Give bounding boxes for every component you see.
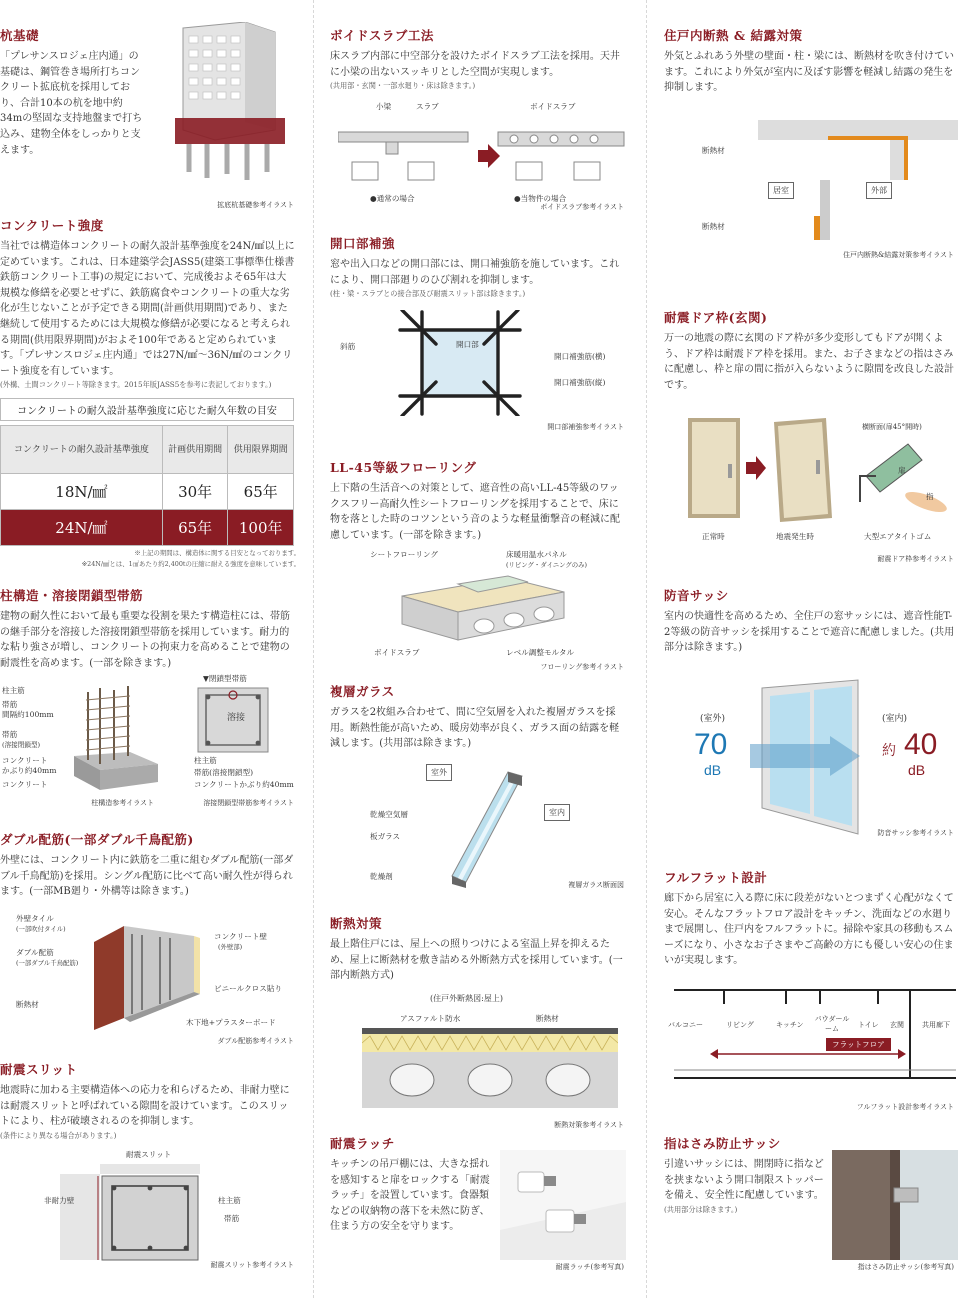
- section-body: ガラスを2枚組み合わせて、間に空気層を入れた複層ガラスを採用。断熱性能が高いため、暖房効率が良く、ガラス面の結露を軽減します。(共用部は除きます。): [330, 707, 620, 750]
- label: (溶接閉鎖型): [2, 741, 41, 749]
- label: 外部: [866, 182, 892, 199]
- sash-stopper-photo: [832, 1150, 958, 1260]
- room-label: バルコニー: [668, 1021, 703, 1029]
- wall-insulation-icon: [758, 116, 958, 240]
- insulation-section: [330, 916, 630, 1129]
- double-rebar-section: [0, 832, 300, 1045]
- left-column: [0, 0, 300, 1298]
- section-title: 住戸内断熱 & 結露対策: [664, 28, 803, 43]
- double-rebar-illustration: [0, 914, 300, 1038]
- slab-comparison-icon: [338, 116, 628, 188]
- label: 断熱材: [16, 1000, 39, 1009]
- label: 断熱材: [702, 222, 725, 231]
- section-title: ダブル配筋(一部ダブル千鳥配筋): [0, 832, 194, 847]
- approx-label: 約: [882, 743, 896, 759]
- section-note: (外構、土間コンクリート等除きます。2015年版JASS5を参考に表記しております。): [0, 380, 272, 390]
- caption: ボイドスラブ参考イラスト: [540, 203, 624, 211]
- wall-section-icon: [84, 922, 204, 1032]
- section-title: 耐震スリット: [0, 1062, 78, 1077]
- slit-section-icon: [60, 1164, 210, 1264]
- section-body: キッチンの吊戸棚には、大きな揺れを感知すると扉をロックする「耐震ラッチ」を設置しています。食器類などの収納物の落下を未然に防ぎ、住まう方の安全を守ります。: [330, 1159, 490, 1233]
- inside-db-value: 40: [904, 728, 938, 761]
- caption: 開口部補強参考イラスト: [547, 423, 624, 431]
- section-title: 防音サッシ: [664, 588, 729, 603]
- void-slab-section: [330, 28, 630, 211]
- label: (一部ダブル千鳥配筋): [16, 959, 79, 967]
- section-body: 外気とふれあう外壁の壁面・柱・梁には、断熱材を吹き付けています。これにより外気が室内に及ぼす影響を軽減し結露の発生を抑制します。: [664, 51, 954, 94]
- latch-section: [330, 1136, 630, 1271]
- flooring-illustration: [330, 548, 630, 658]
- table-cell: 30年: [162, 474, 228, 510]
- label: ボイドスラブ: [374, 648, 420, 657]
- section-note: (共用部・玄関・一部水廻り・床は除きます。): [330, 81, 476, 91]
- table-header: 計画供用期間: [162, 426, 228, 474]
- section-body: 外壁には、コンクリート内に鉄筋を二重に組むダブル配筋(一部ダブル千鳥配筋)を採用。シングル配筋に比べて高い耐久性が得られます。(一部MB廻り・外構等は除きます。): [0, 855, 294, 898]
- caption: フルフラット設計参考イラスト: [856, 1103, 954, 1111]
- center-column: [330, 0, 630, 1298]
- pile-illustration: [175, 22, 285, 182]
- table-cell: 100年: [228, 510, 294, 546]
- label: 地震発生時: [776, 532, 814, 541]
- opening-rebar-icon: [396, 310, 526, 416]
- table-cell: 65年: [228, 474, 294, 510]
- section-body: 地震時に加わる主要構造体への応力を和らげるため、非耐力壁には耐震スリットと呼ばれている隙間を設けています。このスリットにより、柱が破壊されるのを抑制します。: [0, 1085, 290, 1128]
- table-row-highlight: [1, 510, 294, 546]
- label: ●当物件の場合: [514, 194, 567, 203]
- caption: 耐震ラッチ(参考写真): [555, 1263, 624, 1271]
- label: ビニールクロス貼り: [214, 984, 283, 993]
- outside-db-value: 70: [694, 728, 728, 761]
- column-divider: [646, 0, 647, 1298]
- sound-arrow-icon: [750, 736, 860, 776]
- label: 室内: [544, 804, 570, 821]
- glass-section: [330, 684, 630, 889]
- label: 小梁: [376, 102, 392, 111]
- section-note: (条件により異なる場合があります。): [0, 1130, 117, 1140]
- label: 指: [926, 492, 934, 501]
- room-label: パウダールーム: [814, 1015, 850, 1033]
- label: 床暖用温水パネル: [506, 550, 567, 559]
- label: 柱主筋: [2, 686, 25, 695]
- right-column: [664, 0, 960, 1298]
- section-note: (共用部分は除きます。): [664, 1204, 738, 1214]
- label: 扉: [898, 466, 906, 475]
- section-title: 耐震ラッチ: [330, 1136, 395, 1151]
- label: (室外): [700, 714, 726, 724]
- label: 柱主筋: [194, 756, 217, 765]
- rebar-column-icon: [70, 686, 162, 792]
- table-row: [1, 474, 294, 510]
- label: 木下地+プラスターボード: [186, 1018, 276, 1027]
- seismic-slit-section: [0, 1062, 300, 1269]
- table-header: 供用限界期間: [228, 426, 294, 474]
- section-body: 最上階住戸には、屋上への照りつけによる室温上昇を抑えるため、屋上に断熱材を敷き詰める外断熱方式を採用しています。(一部内断熱方式): [330, 939, 623, 982]
- label: (一部吹付タイル): [16, 925, 66, 933]
- section-title: コンクリート強度: [0, 218, 104, 233]
- db-unit: dB: [704, 762, 722, 778]
- weld-label: 溶接: [227, 713, 246, 723]
- label: ボイドスラブ: [530, 102, 576, 111]
- durability-table: [0, 425, 294, 546]
- glass-illustration: [330, 762, 630, 892]
- latch-photo: [500, 1150, 626, 1260]
- flooring-section: [330, 460, 630, 671]
- section-body: 「プレサンスロジェ庄内通」の基礎は、鋼管巻き場所打ちコンクリート拡底杭を採用しており、合計10本の杭を地中約34mの堅固な支持地盤まで打ち込み、建物全体をしっかりと支えます。: [0, 51, 143, 156]
- concrete-section: [0, 218, 300, 570]
- label: 柱主筋: [218, 1196, 241, 1205]
- caption: 耐震スリット参考イラスト: [210, 1261, 294, 1269]
- db-unit: dB: [908, 762, 926, 778]
- glass-section-icon: [438, 766, 528, 890]
- section-title: 指はさみ防止サッシ: [664, 1136, 781, 1151]
- section-body: 床スラブ内部に中空部分を設けたボイドスラブ工法を採用。天井に小梁の出ないスッキリとした空間が実現します。: [330, 51, 620, 78]
- table-title: コンクリートの耐久設計基準強度に応じた耐久年数の目安: [0, 398, 294, 421]
- label: (リビング・ダイニングのみ): [506, 561, 588, 569]
- label: コンクリート: [2, 756, 48, 765]
- label: シートフローリング: [370, 550, 438, 559]
- label: 斜筋: [340, 342, 356, 351]
- section-body: 万一の地震の際に玄関のドア枠が多少変形してもドアが開くよう、ドア枠は耐震ドア枠を採用。また、お子さまなどの指はさみに配慮し、枠と扉の間に指が入らないように隙間を改良した設計です。: [664, 333, 954, 391]
- caption: 柱構造参考イラスト: [91, 799, 154, 807]
- label: 帯筋: [2, 730, 18, 739]
- section-body: 上下階の生活音への対策として、遮音性の高いLL-45等級のワックスフリー高耐久性シートフローリングを採用することで、床に物を落とした時のコツンという音のような軽量衝撃音の軽減に配慮しています。(一部を除きます。): [330, 483, 620, 541]
- label: 帯筋: [2, 700, 18, 709]
- label: 板ガラス: [370, 832, 401, 841]
- section-body: 窓や出入口などの開口部には、開口補強筋を施しています。これにより、開口部廻りのひび割れを抑制します。: [330, 259, 620, 286]
- section-body: 室内の快適性を高めるため、全住戸の窓サッシには、遮音性能T-2等級の防音サッシを採用することで遮音に配慮しました。(共用部分は除きます。): [664, 611, 955, 654]
- full-flat-section: [664, 870, 960, 1111]
- label: 室外: [426, 764, 452, 781]
- caption: 断熱対策参考イラスト: [554, 1121, 624, 1129]
- label: ●通常の場合: [370, 194, 415, 203]
- section-title: 杭基礎: [0, 28, 40, 43]
- label: 正常時: [702, 532, 725, 541]
- caption: フローリング参考イラスト: [540, 663, 624, 671]
- door-section: [664, 310, 960, 563]
- label: かぶり約40mm: [2, 766, 57, 775]
- section-title: 柱構造・溶接閉鎖型帯筋: [0, 588, 144, 603]
- caption: 指はさみ防止サッシ(参考写真): [857, 1263, 954, 1271]
- section-title: 複層ガラス: [330, 684, 395, 699]
- label: 乾燥剤: [370, 872, 393, 881]
- label: (外壁部): [218, 943, 243, 951]
- label: 開口部: [456, 340, 479, 349]
- room-label: キッチン: [776, 1021, 804, 1029]
- label: 居室: [768, 182, 794, 199]
- table-cell: 18N/㎟: [1, 474, 163, 510]
- label: 大型エアタイトゴム: [864, 532, 932, 541]
- label: 乾燥空気層: [370, 810, 408, 819]
- label: 帯筋(溶接閉鎖型): [194, 768, 254, 777]
- label: (室内): [882, 714, 908, 724]
- label: 開口補強筋(横): [554, 352, 606, 361]
- label: コンクリート壁: [214, 932, 268, 941]
- label: 断熱材: [702, 146, 725, 155]
- section-body: 建物の耐久性において最も重要な役割を果たす構造柱には、帯筋の継手部分を溶接した溶接閉鎖型帯筋を採用しています。耐力的な粘り強さが増し、コンクリートの拘束力を高めることで建物の耐震性を高めます。(一部を除きます。): [0, 611, 290, 669]
- table-cell: 24N/㎟: [1, 510, 163, 546]
- room-label: リビング: [726, 1021, 754, 1029]
- label: 横断面(扉45°開時): [862, 423, 922, 431]
- section-body: 廊下から居室に入る際に床に段差がないとつまずく心配がなくて安心。そんなフラットフロア設計をキッチン、洗面などの水廻りまで展開し、住戸内をフルフラットに。掃除や家具の移動もスムーズになり、小さなお子さまやご高齢の方にも優しい安心の住まいが実現します。: [664, 893, 954, 967]
- section-body: 引違いサッシには、開閉時に指などを挟まないよう開口制限ストッパーを備え、安全性に配慮しています。: [664, 1159, 824, 1202]
- caption: ダブル配筋参考イラスト: [217, 1037, 294, 1045]
- section-body: 当社では構造体コンクリートの耐久設計基準強度を24N/㎟以上に定めています。これは、日本建築学会JASS5(建築工事標準仕様書 鉄筋コンクリート工事)の規定において、完成後およそ65年は大規模な修繕を必要とせずに、鉄筋腐食やコンクリートの重大な劣化が生じないことが予定できる期間(計画供用期間)であり、また継続して使用するためには大規模な修繕が必要になると考えられる期間(供用限界期間)がおよそ100年であると定められています。「プレサンスロジェ庄内通」では27N/㎟〜36N/㎟のコンクリート強度を有しています。: [0, 241, 295, 377]
- caption: 耐震ドア枠参考イラスト: [877, 555, 954, 563]
- column-divider: [313, 0, 314, 1298]
- room-label: トイレ: [858, 1021, 879, 1029]
- label: レベル調整モルタル: [506, 648, 575, 657]
- label: 非耐力壁: [44, 1196, 75, 1205]
- label: アスファルト防水: [400, 1014, 461, 1023]
- label: 間隔約100mm: [2, 710, 54, 719]
- floor-layers-icon: [398, 570, 568, 644]
- label: ▼閉鎖型帯筋: [203, 674, 247, 683]
- floor-plan-section-icon: [674, 982, 956, 1092]
- section-title: フルフラット設計: [664, 870, 768, 885]
- column-structure-section: [0, 588, 300, 807]
- section-title: ボイドスラブ工法: [330, 28, 434, 43]
- label: コンクリート: [2, 780, 48, 789]
- table-header-row: [1, 426, 294, 474]
- door-section-icon: [856, 436, 956, 526]
- roof-insulation-icon: [362, 1026, 618, 1110]
- table-header: コンクリートの耐久設計基準強度: [1, 426, 163, 474]
- label: 開口補強筋(縦): [554, 378, 606, 387]
- section-title: 開口部補強: [330, 236, 396, 251]
- finger-guard-section: [664, 1136, 960, 1271]
- caption: 複層ガラス断面図: [568, 881, 624, 889]
- section-title: 耐震ドア枠(玄関): [664, 310, 768, 325]
- label: 外壁タイル: [16, 914, 54, 923]
- label: 耐震スリット: [126, 1150, 172, 1159]
- label: スラブ: [416, 102, 439, 111]
- section-title: 断熱対策: [330, 916, 383, 931]
- dew-section: [664, 28, 960, 259]
- label: 帯筋: [224, 1214, 240, 1223]
- table-cell: 65年: [162, 510, 228, 546]
- opening-section: [330, 236, 630, 431]
- room-label: 共用廊下: [922, 1021, 950, 1029]
- table-footnote: ※24N/㎟とは、1㎠あたり約2,400tの圧縮に耐える強度を意味しています。: [81, 560, 300, 569]
- door-frame-icon: [686, 414, 836, 524]
- label: (住戸外断熱図:屋上): [430, 994, 503, 1003]
- label: ダブル配筋: [16, 948, 54, 957]
- sash-section: [664, 588, 960, 837]
- caption: 住戸内断熱&結露対策参考イラスト: [842, 251, 954, 259]
- flat-floor-badge: フラットフロア: [826, 1038, 891, 1051]
- table-footnote: ※上記の期間は、構造体に関する目安となっております。: [134, 549, 300, 558]
- pile-section: [0, 28, 300, 209]
- section-note: (柱・梁・スラブとの接合部及び耐震スリット部は除きます。): [330, 289, 526, 299]
- caption: 拡底杭基礎参考イラスト: [217, 201, 294, 209]
- caption: 防音サッシ参考イラスト: [877, 829, 954, 837]
- slit-illustration: [0, 1148, 300, 1270]
- caption: 溶接閉鎖型帯筋参考イラスト: [203, 799, 294, 807]
- label: コンクリートかぶり約40mm: [194, 780, 294, 789]
- column-illustration: [0, 674, 300, 814]
- label: 断熱材: [536, 1014, 559, 1023]
- room-label: 玄関: [890, 1021, 904, 1029]
- section-title: LL-45等級フローリング: [330, 460, 477, 475]
- void-slab-illustration: [330, 100, 630, 210]
